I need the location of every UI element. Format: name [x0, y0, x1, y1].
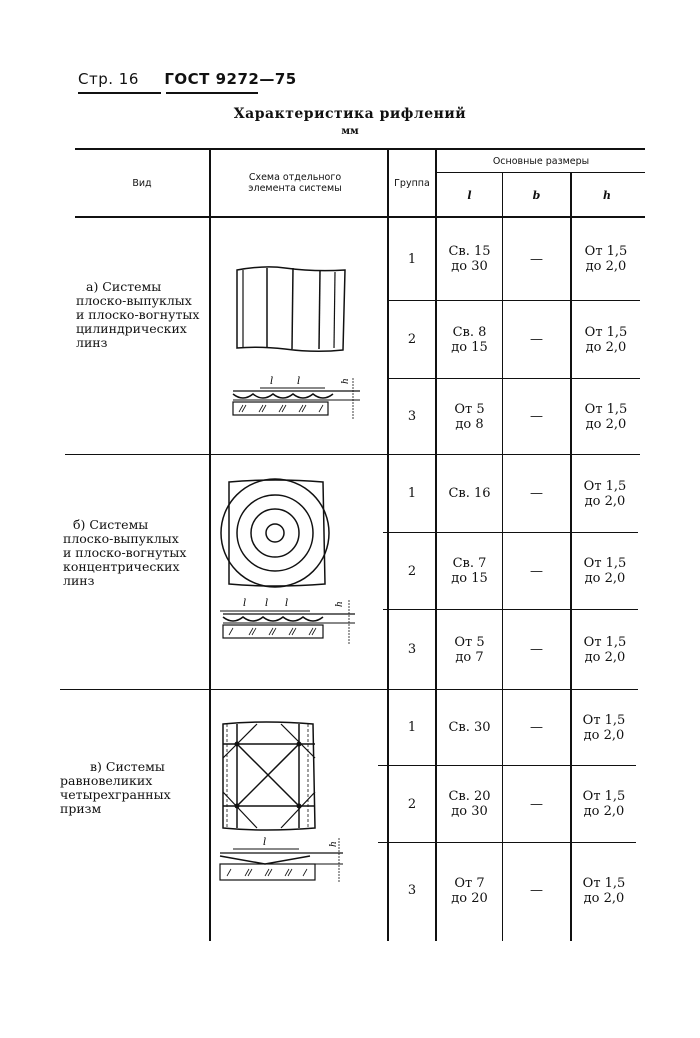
- b-value-cell: —: [530, 883, 543, 898]
- table-title: Характеристика рифлений: [233, 106, 467, 122]
- b-value-cell: —: [530, 409, 543, 424]
- col-header-main-dims: Основные размеры: [492, 155, 590, 167]
- svg-text:l: l: [285, 598, 289, 609]
- b-value-cell: —: [530, 642, 543, 657]
- l-value-cell: Св. 15 до 30: [448, 244, 491, 274]
- page-header: [78, 70, 297, 88]
- h-value-cell: От 1,5 до 2,0: [584, 244, 628, 274]
- svg-text:l: l: [243, 598, 247, 609]
- col-header-vid: Вид: [132, 177, 152, 189]
- svg-text:l: l: [297, 376, 301, 387]
- b-value-cell: —: [530, 720, 543, 735]
- group-cell: 1: [407, 251, 417, 267]
- h-value-cell: От 1,5 до 2,0: [583, 478, 627, 509]
- standard-number: ГОСТ 9272—75: [164, 70, 297, 88]
- b-value-cell: —: [530, 251, 543, 267]
- group-cell: 2: [407, 796, 417, 812]
- section-label-prisms: в) Системы равновеликих четырехгранных призм: [60, 759, 171, 816]
- l-value-cell: От 5 до 7: [454, 634, 485, 665]
- section-label-concentric: б) Системы плоско-выпуклых и плоско-вогнутых концентрических линз: [63, 517, 187, 588]
- l-value-cell: Св. 7 до 15: [451, 556, 488, 586]
- l-value-cell: Св. 20 до 30: [448, 789, 491, 819]
- group-cell: 2: [407, 563, 417, 579]
- svg-text:h: h: [335, 601, 345, 607]
- svg-text:l: l: [270, 376, 274, 387]
- header-underline: [78, 92, 161, 94]
- h-value-cell: От 1,5 до 2,0: [583, 634, 627, 665]
- section-label-cylindrical: а) Системы плоско-выпуклых и плоско-вогнутых цилиндрических линз: [76, 279, 200, 350]
- h-value-cell: От 1,5 до 2,0: [582, 875, 626, 906]
- group-cell: 3: [407, 883, 417, 898]
- header-underline: [166, 92, 258, 94]
- l-value-cell: От 7 до 20: [451, 875, 488, 906]
- group-cell: 1: [407, 486, 417, 501]
- group-cell: 1: [407, 720, 417, 735]
- h-value-cell: От 1,5 до 2,0: [584, 401, 628, 432]
- b-value-cell: —: [530, 796, 543, 812]
- header-divider: [437, 172, 645, 173]
- col-header-group: Группа: [394, 177, 430, 189]
- svg-text:l: l: [265, 598, 269, 609]
- h-value-cell: От 1,5 до 2,0: [582, 712, 626, 743]
- svg-text:h: h: [329, 841, 339, 847]
- l-value-cell: Св. 30: [448, 720, 491, 735]
- col-header-b: b: [532, 188, 541, 202]
- col-header-h: h: [603, 188, 611, 202]
- table-units: мм: [341, 126, 359, 137]
- b-value-cell: —: [530, 563, 543, 579]
- svg-text:l: l: [263, 837, 267, 848]
- cylindrical-lens-diagram-icon: [225, 260, 365, 430]
- b-value-cell: —: [530, 486, 543, 501]
- h-value-cell: От 1,5 до 2,0: [584, 324, 628, 355]
- b-value-cell: —: [530, 332, 543, 347]
- group-cell: 2: [407, 332, 417, 347]
- l-value-cell: Св. 16: [448, 486, 491, 501]
- svg-text:h: h: [341, 378, 351, 384]
- group-cell: 3: [407, 642, 417, 657]
- concentric-lens-diagram-icon: [215, 470, 360, 660]
- page-number: Стр. 16: [78, 70, 139, 88]
- col-header-scheme: Схема отдельного элемента системы: [248, 172, 342, 194]
- h-value-cell: От 1,5 до 2,0: [582, 789, 626, 819]
- h-value-cell: От 1,5 до 2,0: [583, 556, 627, 586]
- col-header-l: l: [467, 188, 472, 202]
- l-value-cell: От 5 до 8: [454, 401, 485, 432]
- group-cell: 3: [407, 409, 417, 424]
- prism-diagram-icon: [215, 720, 360, 890]
- l-value-cell: Св. 8 до 15: [451, 324, 488, 355]
